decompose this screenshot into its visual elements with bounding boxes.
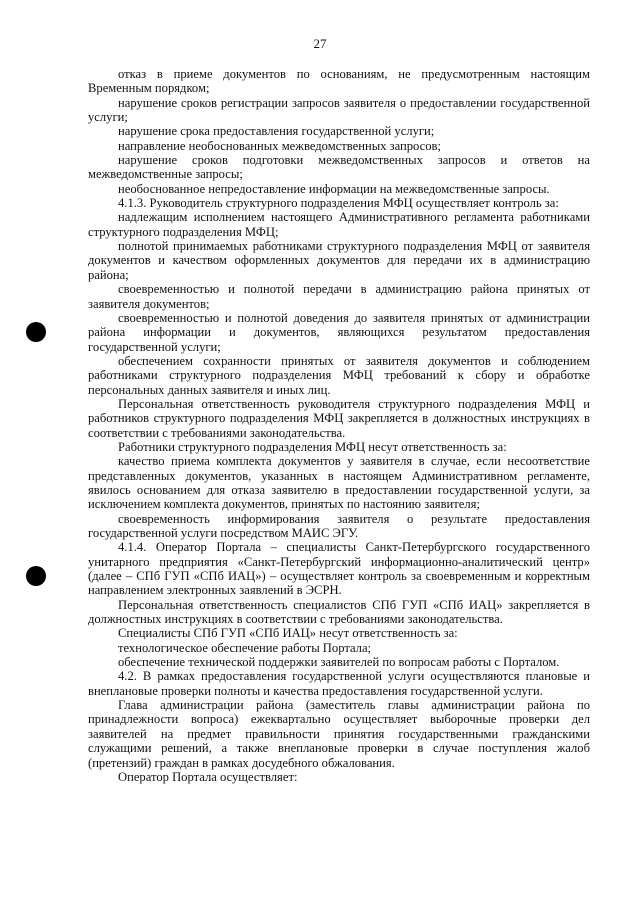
paragraph: Работники структурного подразделения МФЦ несут ответственность за: [118,439,507,454]
paragraph: своевременностью и полнотой доведения до заявителя принятых от администрации района информации и документов, являющихся результатом предоставления государственной услуги; [88,310,590,354]
paragraph: надлежащим исполнением настоящего Административного регламента работниками структурного подразделения МФЦ; [88,210,590,239]
paragraph: Глава администрации района (заместитель главы администрации района по принадлежности вопроса) ежеквартально осуществляет выборочные проверки дел заявителей на предмет правильности принятия государственными гражданскими служащими решений, а также внеплановые проверки в случае поступления жалоб (претензий) граждан в рамках досудебного обжалования. [88,698,590,770]
page-number: 27 [313,36,327,51]
binder-hole-mark [26,322,46,342]
paragraph: Оператор Портала осуществляет: [118,769,298,784]
section-paragraph: 4.1.4. Оператор Портала – специалисты Санкт-Петербургского государственного унитарного предприятия «Санкт-Петербургский информационно-аналитический центр» (далее – СПб ГУП «СПб ИАЦ») – осуществляет контроль за своевременным и корректным направлением электронных заявлений в ЭСРН. [88,540,590,598]
paragraph: направление необоснованных межведомственных запросов; [118,138,441,153]
document-body [88,67,590,784]
paragraph: необоснованное непредоставление информации на межведомственные запросы. [118,181,550,196]
paragraph: обеспечением сохранности принятых от заявителя документов и соблюдением работниками структурного подразделения МФЦ требований к сбору и обработке персональных данных заявителя и иных лиц. [88,353,590,397]
paragraph: технологическое обеспечение работы Портала; [118,640,372,655]
paragraph: Персональная ответственность специалистов СПб ГУП «СПб ИАЦ» закрепляется в должностных инструкциях в соответствии с требованиями законодательства. [88,597,590,627]
binder-hole-mark [26,566,46,586]
paragraph: отказ в приеме документов по основаниям, не предусмотренным настоящим Временным порядком; [88,67,590,96]
section-paragraph: 4.2. В рамках предоставления государственной услуги осуществляются плановые и внеплановые проверки полноты и качества предоставления государственной услуги. [88,669,590,698]
paragraph: нарушение сроков регистрации запросов заявителя о предоставлении государственной услуги; [88,95,590,125]
paragraph: полнотой принимаемых работниками структурного подразделения МФЦ от заявителя документов и качеством оформленных документов для передачи их в администрацию района; [88,239,590,282]
section-paragraph: 4.1.3. Руководитель структурного подразделения МФЦ осуществляет контроль за: [118,196,559,211]
paragraph: обеспечение технической поддержки заявителей по вопросам работы с Порталом. [118,655,560,670]
paragraph: Специалисты СПб ГУП «СПб ИАЦ» несут ответственность за: [118,626,458,641]
paragraph: качество приема комплекта документов у заявителя в случае, если несоответствие представленных документов, указанных в настоящем Административном регламенте, явилось основанием для отказа заявителю в предоставлении государственной услуги, за исключением комплекта документов, принятых по настоянию заявителя; [88,454,590,512]
paragraph: своевременностью и полнотой передачи в администрацию района принятых от заявителя документов; [88,282,590,311]
paragraph: нарушение срока предоставления государственной услуги; [118,124,435,139]
paragraph: Персональная ответственность руководителя структурного подразделения МФЦ и работников структурного подразделения МФЦ закрепляется в должностных инструкциях в соответствии с требованиями законодательства. [88,396,590,440]
paragraph: нарушение сроков подготовки межведомственных запросов и ответов на межведомственные запросы; [88,153,590,182]
paragraph: своевременность информирования заявителя о результате предоставления государственной услуги посредством МАИС ЭГУ. [88,511,590,540]
